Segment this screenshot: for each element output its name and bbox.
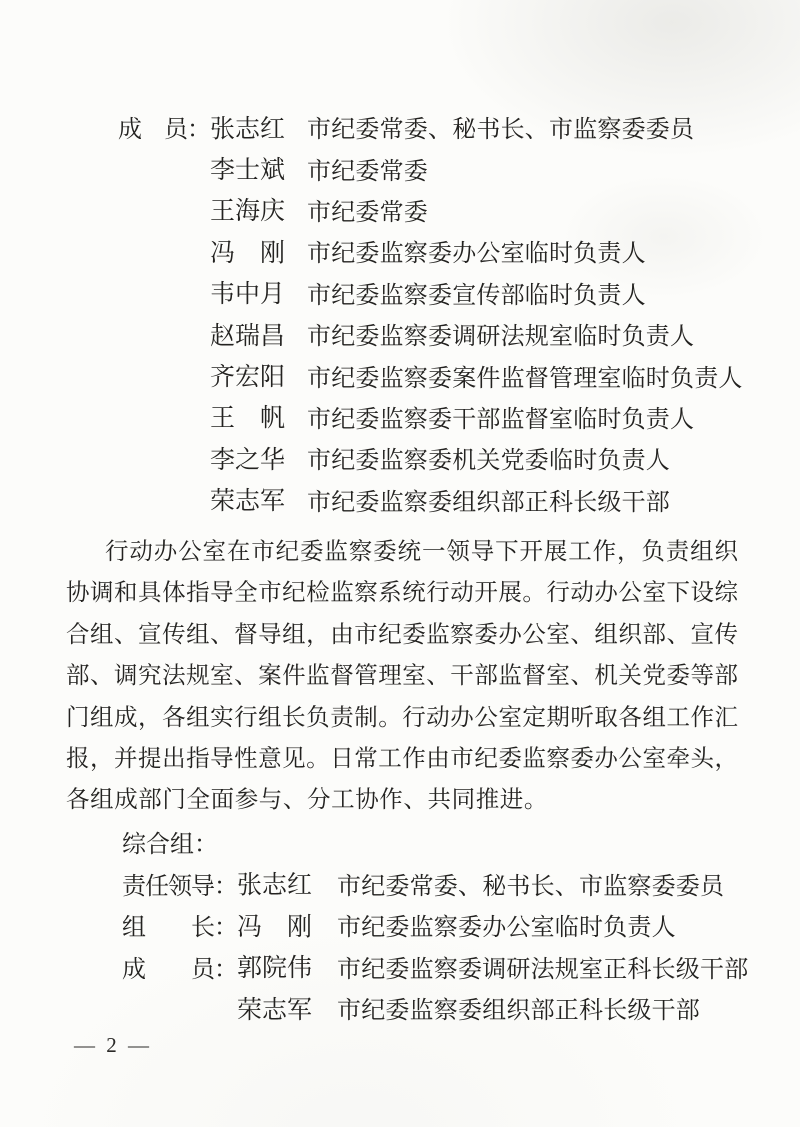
member-name: 李士斌 bbox=[210, 157, 286, 185]
member-title: 市纪委常委 bbox=[307, 158, 428, 185]
group-member-name: 张志红 bbox=[237, 872, 313, 900]
member-row bbox=[0, 313, 800, 354]
member-name: 荣志军 bbox=[210, 488, 286, 516]
member-list bbox=[0, 106, 800, 520]
member-title: 市纪委监察委干部监督室临时负责人 bbox=[307, 406, 695, 433]
member-name: 赵瑞昌 bbox=[210, 322, 286, 350]
group-member-name: 冯 刚 bbox=[237, 913, 313, 941]
member-row bbox=[0, 230, 800, 271]
paragraph-line: 合组、宣传组、督导组，由市纪委监察委办公室、组织部、宣传 bbox=[66, 621, 738, 648]
group-member-name: 荣志军 bbox=[237, 996, 313, 1024]
group-member-title: 市纪委监察委办公室临时负责人 bbox=[337, 915, 676, 942]
member-row bbox=[0, 189, 800, 230]
member-name: 王 帆 bbox=[210, 405, 286, 433]
paragraph-line: 部、调究法规室、案件监督管理室、干部监督室、机关党委等部 bbox=[66, 663, 738, 690]
group-row bbox=[0, 946, 800, 988]
member-name: 张志红 bbox=[210, 115, 286, 143]
member-name: 齐宏阳 bbox=[210, 364, 286, 392]
member-row bbox=[0, 479, 800, 520]
paragraph-line: 各组成部门全面参与、分工协作、共同推进。 bbox=[66, 787, 548, 814]
member-name: 冯 刚 bbox=[210, 239, 286, 267]
member-title: 市纪委监察委宣传部临时负责人 bbox=[307, 282, 646, 309]
member-row bbox=[0, 437, 800, 478]
member-row bbox=[0, 106, 800, 147]
body-paragraph bbox=[66, 532, 738, 822]
member-name: 韦中月 bbox=[210, 281, 286, 309]
member-title: 市纪委监察委组织部正科长级干部 bbox=[307, 489, 670, 516]
member-list-label: 成 员： bbox=[118, 117, 210, 144]
group-member-name: 郭院伟 bbox=[237, 955, 313, 983]
group-row-label: 组 长： bbox=[122, 915, 237, 942]
group-row bbox=[0, 987, 800, 1029]
group-row bbox=[0, 904, 800, 946]
member-title: 市纪委监察委机关党委临时负责人 bbox=[307, 448, 670, 475]
paragraph-line: 行动办公室在市纪委监察委统一领导下开展工作，负责组织 bbox=[105, 539, 738, 565]
member-row bbox=[0, 272, 800, 313]
group-member-title: 市纪委监察委组织部正科长级干部 bbox=[337, 998, 700, 1025]
group-section bbox=[0, 821, 800, 1029]
paragraph-line: 报，并提出指导性意见。日常工作由市纪委监察委办公室牵头， bbox=[66, 745, 738, 772]
group-row-label: 成 员： bbox=[122, 956, 237, 983]
member-name: 王海庆 bbox=[210, 198, 286, 226]
group-row bbox=[0, 863, 800, 905]
page-number: — 2 — bbox=[74, 1033, 152, 1057]
member-row bbox=[0, 396, 800, 437]
paragraph-line: 门组成，各组实行组长负责制。行动办公室定期听取各组工作汇 bbox=[66, 704, 738, 731]
member-title: 市纪委常委 bbox=[307, 199, 428, 226]
member-title: 市纪委监察委案件监督管理室临时负责人 bbox=[307, 365, 743, 392]
member-title: 市纪委监察委调研法规室临时负责人 bbox=[307, 324, 695, 351]
paragraph-line: 协调和具体指导全市纪检监察系统行动开展。行动办公室下设综 bbox=[66, 580, 738, 607]
group-row-label: 责任领导： bbox=[122, 873, 237, 900]
group-member-title: 市纪委常委、秘书长、市监察委委员 bbox=[337, 873, 725, 900]
member-title: 市纪委常委、秘书长、市监察委委员 bbox=[307, 117, 695, 144]
member-name: 李之华 bbox=[210, 446, 286, 474]
member-title: 市纪委监察委办公室临时负责人 bbox=[307, 241, 646, 268]
group-member-title: 市纪委监察委调研法规室正科长级干部 bbox=[337, 956, 749, 983]
member-row bbox=[0, 147, 800, 188]
member-row bbox=[0, 354, 800, 395]
group-heading: 综合组： bbox=[122, 832, 218, 859]
